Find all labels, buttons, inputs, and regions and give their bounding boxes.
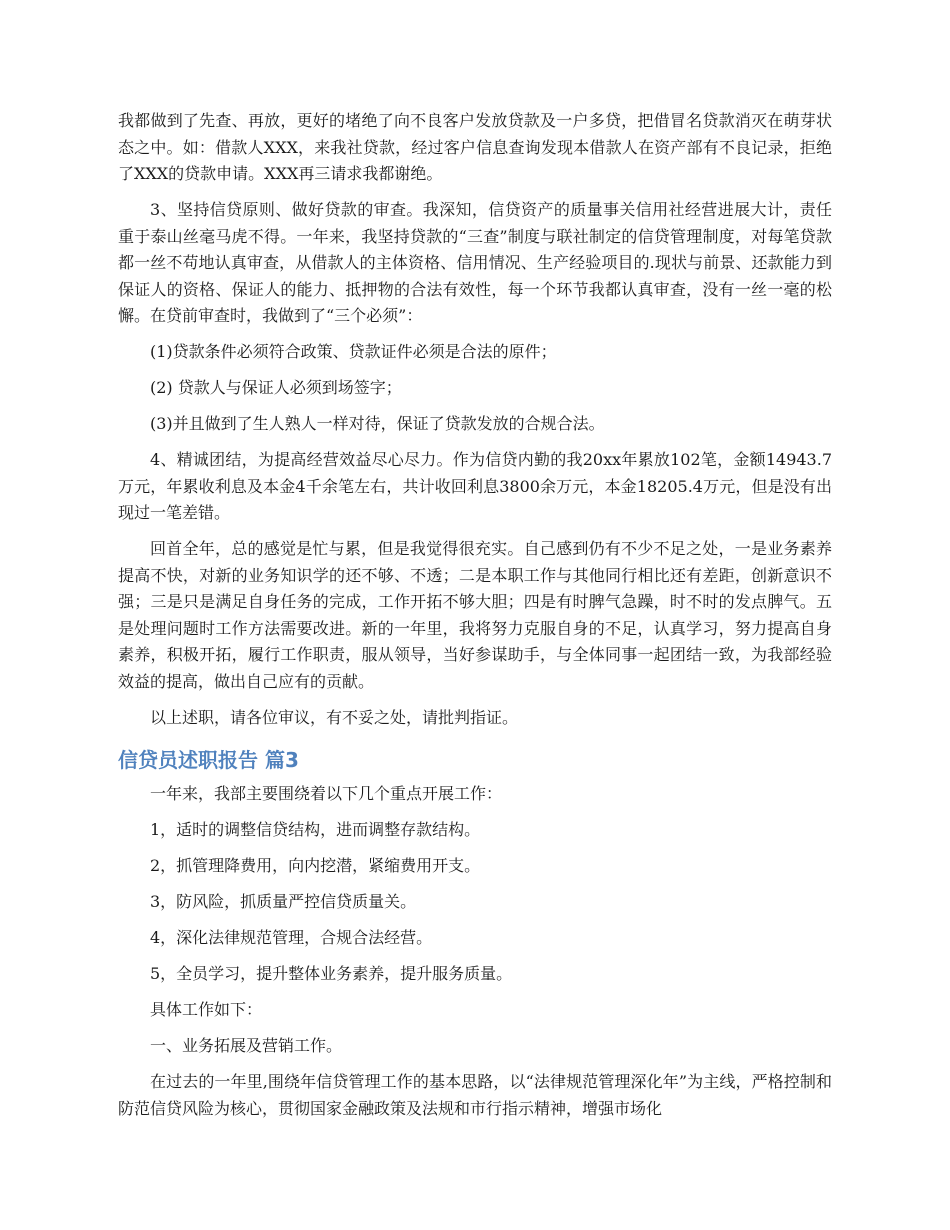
paragraph-loan-review: 3、坚持信贷原则、做好贷款的审查。我深知，信贷资产的质量事关信用社经营进展大计，责任重于泰山丝毫马虎不得。一年来，我坚持贷款的“三查”制度与联社制定的信贷管理制度，对每笔贷款都一丝不苟地认真审查，从借款人的主体资格、信用情况、生产经验项目的.现状与前景、还款能力到保证人的资格、保证人的能力、抵押物的合法有效性，每一个环节我都认真审查，没有一丝一毫的松懈。在贷前审查时，我做到了“三个必须”： <box>118 200 832 325</box>
paragraph-rule-1: (1)贷款条件必须符合政策、贷款证件必须是合法的原件； <box>150 342 557 361</box>
paragraph-rule-2: (2) 贷款人与保证人必须到场签字； <box>150 378 402 397</box>
list-item-1: 1，适时的调整信贷结构，进而调整存款结构。 <box>150 820 481 839</box>
paragraph-intro: 一年来，我部主要围绕着以下几个重点开展工作： <box>150 784 503 803</box>
paragraph-business: 在过去的一年里,围绕年信贷管理工作的基本思路，以“法律规范管理深化年”为主线，严格控制和防范信贷风险为核心，贯彻国家金融政策及法规和市行指示精神，增强市场化 <box>118 1072 832 1118</box>
paragraph-rule-3: (3)并且做到了生人熟人一样对待，保证了贷款发放的合规合法。 <box>150 414 605 433</box>
section-heading: 信贷员述职报告 篇3 <box>118 748 299 772</box>
paragraph-teamwork: 4、精诚团结，为提高经营效益尽心尽力。作为信贷内勤的我20xx年累放102笔，金额14943.7万元，年累收利息及本金4千余笔左右，共计收回利息3800余万元，本金18205.4万元，但是没有出现过一笔差错。 <box>118 450 832 522</box>
list-item-3: 3，防风险，抓质量严控信贷质量关。 <box>150 892 417 911</box>
list-item-5: 5，全员学习，提升整体业务素养，提升服务质量。 <box>150 964 513 983</box>
list-item-4: 4，深化法律规范管理，合规合法经营。 <box>150 928 433 947</box>
paragraph-details-heading: 具体工作如下： <box>150 1000 263 1019</box>
paragraph-review: 回首全年，总的感觉是忙与累，但是我觉得很充实。自己感到仍有不少不足之处，一是业务素养提高不快，对新的业务知识学的还不够、不透；二是本职工作与其他同行相比还有差距，创新意识不强；三是只是满足自身任务的完成，工作开拓不够大胆；四是有时脾气急躁，时不时的发点脾气。五是处理问题时工作方法需要改进。新的一年里，我将努力克服自身的不足，认真学习，努力提高自身素养，积极开拓，履行工作职责，服从领导，当好参谋助手，与全体同事一起团结一致，为我部经验效益的提高，做出自己应有的贡献。 <box>118 539 832 691</box>
paragraph-continuation: 我都做到了先查、再放，更好的堵绝了向不良客户发放贷款及一户多贷，把借冒名贷款消灭在萌芽状态之中。如：借款人XXX，来我社贷款，经过客户信息查询发现本借款人在资产部有不良记录，拒绝了XXX的贷款申请。XXX再三请求我都谢绝。 <box>118 111 832 183</box>
paragraph-closing: 以上述职，请各位审议，有不妥之处，请批判指证。 <box>150 707 519 727</box>
subheading-business: 一、业务拓展及营销工作。 <box>150 1036 343 1055</box>
list-item-2: 2，抓管理降费用，向内挖潜，紧缩费用开支。 <box>150 856 481 875</box>
